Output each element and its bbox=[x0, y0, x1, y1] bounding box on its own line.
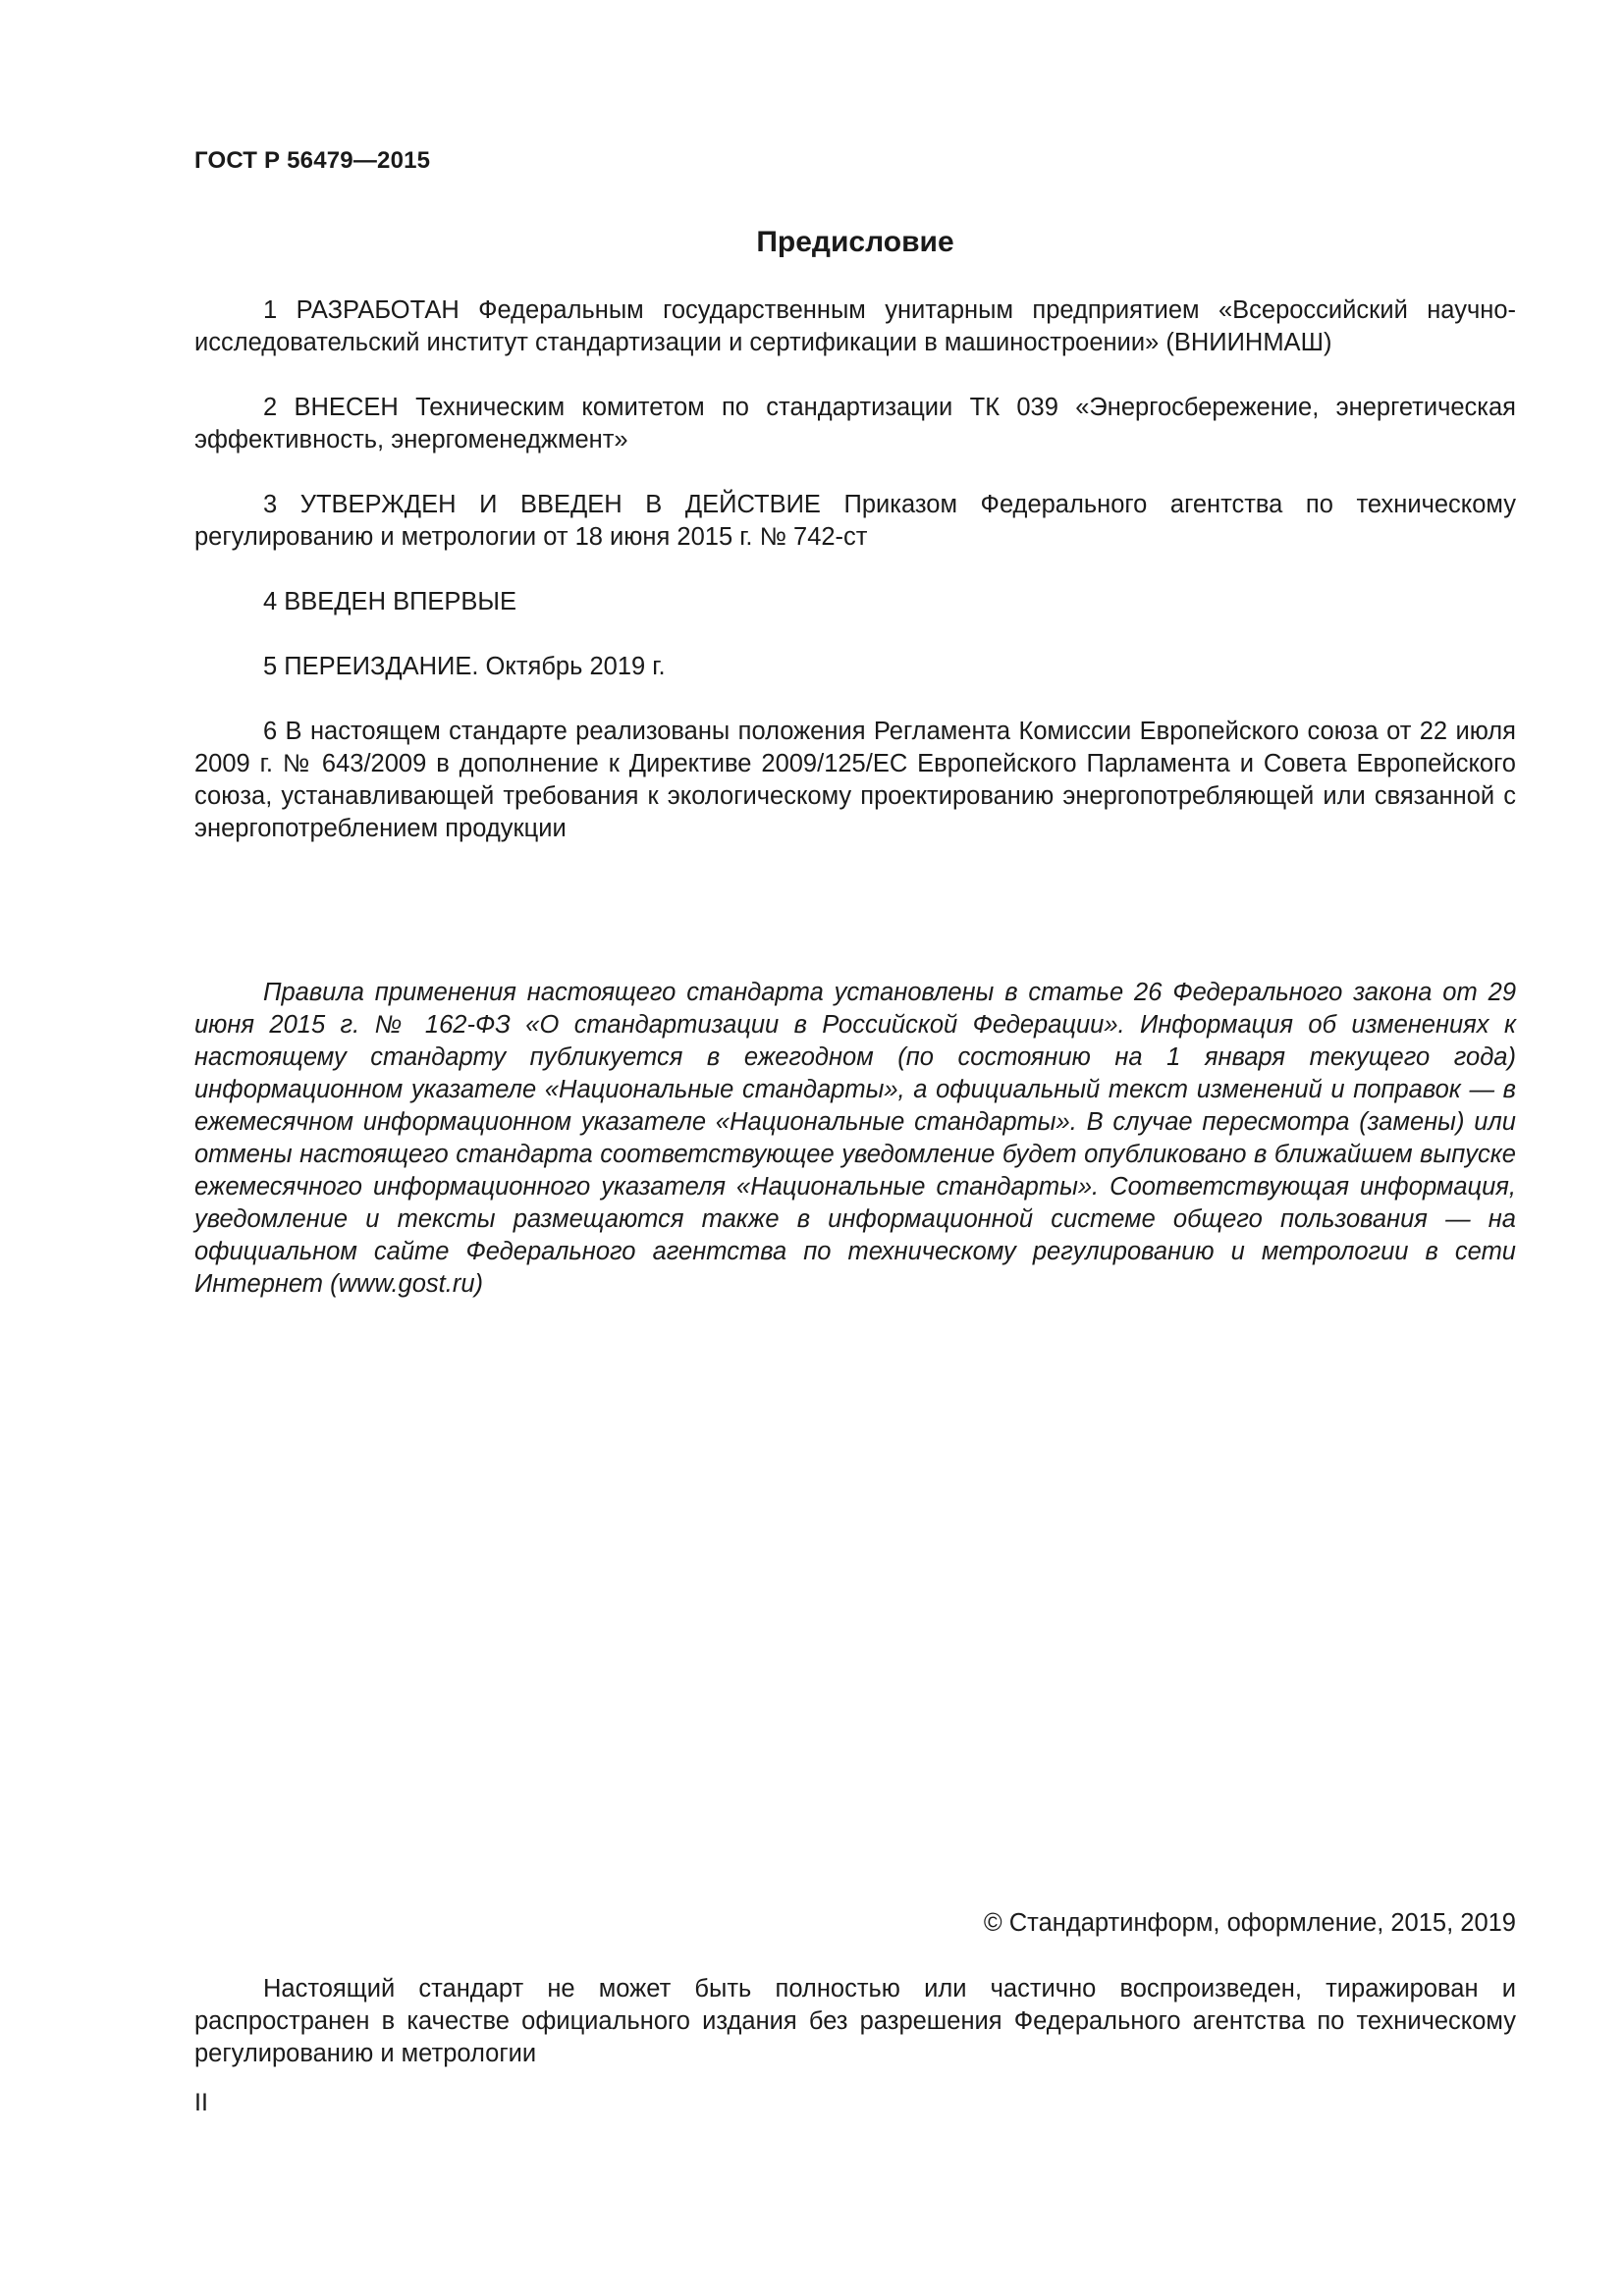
copyright-line: © Стандартинформ, оформление, 2015, 2019 bbox=[983, 1909, 1516, 1937]
preface-item-2: 2 ВНЕСЕН Техническим комитетом по стандартизации ТК 039 «Энергосбережение, энергетическая эффективность, энергоменеджмент» bbox=[194, 394, 1516, 454]
page-number: II bbox=[194, 2089, 208, 2116]
page-title: Предисловие bbox=[756, 226, 954, 258]
preface-item-5: 5 ПЕРЕИЗДАНИЕ. Октябрь 2019 г. bbox=[263, 653, 666, 680]
document-header: ГОСТ Р 56479—2015 bbox=[194, 147, 431, 174]
preface-item-3: 3 УТВЕРЖДЕН И ВВЕДЕН В ДЕЙСТВИЕ Приказом Федерального агентства по техническому регулированию и метрологии от 18 июня 2015 г. № 742-ст bbox=[194, 491, 1516, 551]
reproduction-notice: Настоящий стандарт не может быть полностью или частично воспроизведен, тиражирован и распространен в качестве официального издания без разрешения Федерального агентства по техническому регулированию и метрологии bbox=[194, 1975, 1516, 2067]
preface-item-4: 4 ВВЕДЕН ВПЕРВЫЕ bbox=[263, 588, 517, 615]
application-rules-note: Правила применения настоящего стандарта установлены в статье 26 Федерального закона от 29 июня 2015 г. № 162-ФЗ «О стандартизации в Российской Федерации». Информация об изменениях к настоящему стандарту публикуется в ежегодном (по состоянию на 1 января текущего года) информационном указателе «Национальные стандарты», а официальный текст изменений и поправок — в ежемесячном информационном указателе «Национальные стандарты». В случае пересмотра (замены) или отмены настоящего стандарта соответствующее уведомление будет опубликовано в ближайшем выпуске ежемесячного информационного указателя «Национальные стандарты». Соответствующая информация, уведомление и тексты размещаются также в информационной системе общего пользования — на официальном сайте Федерального агентства по техническому регулированию и метрологии в сети Интернет (www.gost.ru) bbox=[194, 979, 1516, 1298]
preface-item-1: 1 РАЗРАБОТАН Федеральным государственным унитарным предприятием «Всероссийский научно-исследовательский институт стандартизации и сертификации в машиностроении» (ВНИИНМАШ) bbox=[194, 296, 1516, 356]
preface-content bbox=[194, 294, 1516, 878]
preface-item-6: 6 В настоящем стандарте реализованы положения Регламента Комиссии Европейского союза от 22 июля 2009 г. № 643/2009 в дополнение к Директиве 2009/125/ЕС Европейского Парламента и Совета Европейского союза, устанавливающей требования к экологическому проектированию энергопотребляющей или связанной с энергопотреблением продукции bbox=[194, 718, 1516, 842]
